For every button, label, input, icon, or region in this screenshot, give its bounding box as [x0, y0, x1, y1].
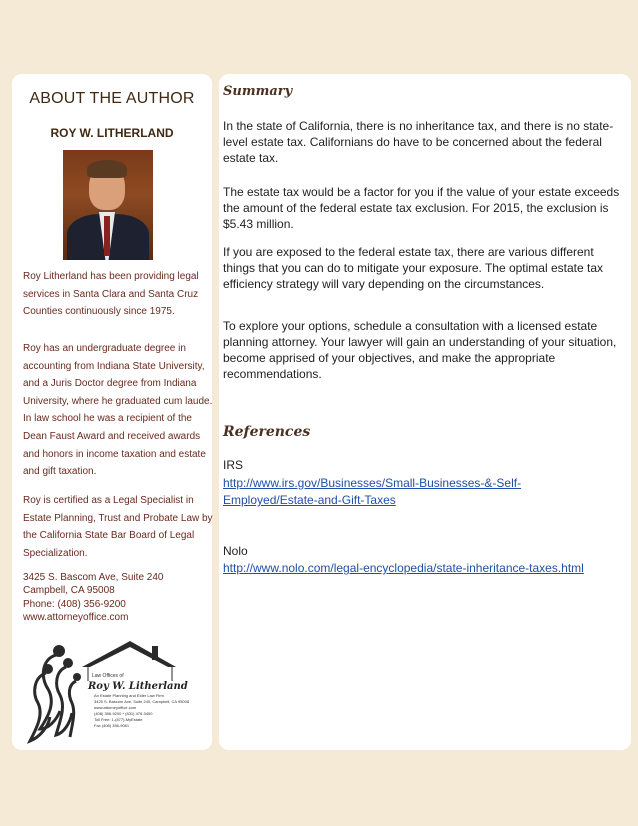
law-office-logo [26, 637, 206, 749]
logo-line: (408) 356-9200 * (831) 476-3400 [94, 711, 153, 716]
irs-link[interactable]: http://www.irs.gov/Businesses/Small-Businesses-&-Self-Employed/Estate-and-Gift-Taxes [223, 476, 522, 507]
contact-address [23, 571, 213, 625]
summary-heading: Summary [223, 84, 293, 99]
logo-line: 3425 S. Bascom Ave, Suite 240, Campbell, CA 95008 [94, 699, 190, 704]
summary-paragraph: In the state of California, there is no inheritance tax, and there is no state-level estate tax. Californians do have to be concerned about the federal estate tax. [223, 119, 614, 165]
references-heading: References [223, 424, 311, 440]
address-line: 3425 S. Bascom Ave, Suite 240 [23, 572, 164, 583]
logo-line: Toll Free: 1-(877)-MyEstate [94, 717, 143, 722]
phone-line: Phone: (408) 356-9200 [23, 598, 126, 610]
address-line: Campbell, CA 95008 [23, 585, 115, 597]
logo-line: An Estate Planning and Elder Law Firm [94, 693, 164, 698]
about-author-title: ABOUT THE AUTHOR [29, 90, 195, 107]
website-line: www.attorneyoffice.com [23, 612, 129, 624]
summary-paragraph: To explore your options, schedule a consultation with a licensed estate planning attorney. Your lawyer will gain an understanding of your situation, become apprised of your objectives, and make the appropriate recommendations. [223, 319, 617, 381]
author-sidebar [12, 74, 212, 750]
logo-line: www.attorneyoffice.com [94, 705, 137, 710]
summary-paragraph: If you are exposed to the federal estate tax, there are various different things that you can do to mitigate your exposure. The optimal estate tax efficiency strategy will vary depending on the circumstances. [223, 245, 603, 291]
logo-small-title: Law Offices of [92, 673, 124, 679]
article-main [219, 74, 631, 750]
reference-label-irs: IRS [223, 458, 244, 472]
bio-paragraph: Roy has an undergraduate degree in accounting from Indiana State University, and a Juris Doctor degree from Indiana University, where he graduated cum laude. In law school he was a recipient of the Dean Faust Award and received awards and honors in income taxation and estate and gift taxation. [23, 343, 213, 478]
bio-paragraph: Roy is certified as a Legal Specialist in Estate Planning, Trust and Probate Law by the California State Bar Board of Legal Specialization. [23, 495, 213, 559]
author-photo [63, 150, 153, 260]
summary-paragraph: The estate tax would be a factor for you if the value of your estate exceeds the amount of the federal estate tax exclusion. For 2015, the exclusion is $5.43 million. [223, 185, 620, 231]
logo-graphic [26, 637, 206, 749]
nolo-link[interactable]: http://www.nolo.com/legal-encyclopedia/state-inheritance-taxes.html [223, 561, 584, 575]
logo-line: Fax (408) 356-9061 [94, 723, 130, 728]
bio-paragraph: Roy Litherland has been providing legal services in Santa Clara and Santa Cruz Counties continuously since 1975. [23, 271, 199, 318]
author-name: ROY W. LITHERLAND [50, 126, 174, 140]
reference-label-nolo: Nolo [223, 544, 248, 558]
logo-firm-name: Roy W. Litherland [88, 681, 188, 692]
